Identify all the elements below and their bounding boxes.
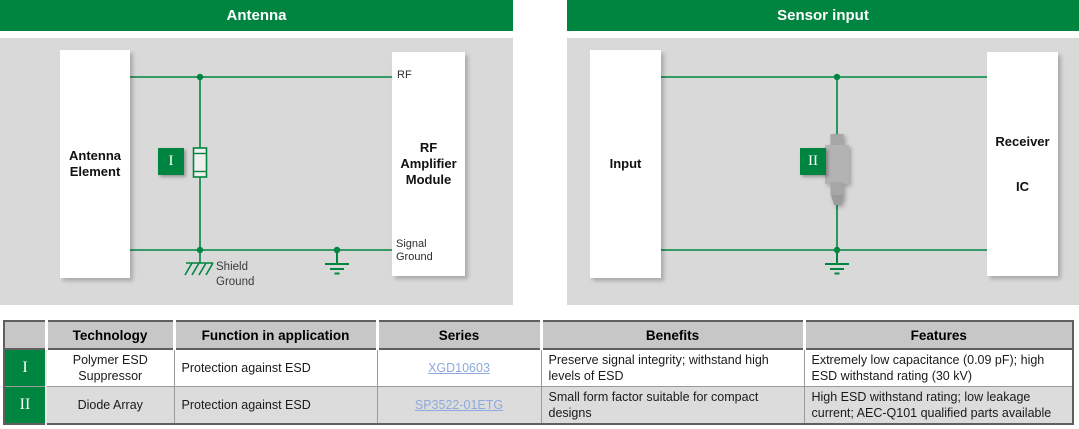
- antenna-element-block: [60, 50, 130, 278]
- polymer-esd-suppressor-symbol: [194, 148, 207, 177]
- input-label: Input: [609, 155, 642, 171]
- row1-technology: Polymer ESD Suppressor: [46, 349, 174, 387]
- diode-array-package: [825, 134, 849, 205]
- junction-dot: [834, 74, 840, 80]
- rf-amplifier-module-label: RF Amplifier Module: [400, 139, 457, 188]
- marker-I-text: I: [168, 153, 174, 169]
- rf-pin-label: RF: [397, 69, 412, 81]
- ground-icon: [825, 250, 849, 274]
- signal-ground-icon: [325, 250, 349, 274]
- sensor-diagram-panel: [567, 38, 1079, 305]
- signal-ground-pin-label: Signal Ground: [396, 238, 433, 263]
- header-benefits: Benefits: [541, 321, 804, 349]
- rf-amplifier-module-block: [392, 52, 465, 276]
- header-features: Features: [804, 321, 1073, 349]
- row2-marker: II: [4, 387, 46, 425]
- row2-technology: Diode Array: [46, 387, 174, 425]
- header-series: Series: [377, 321, 541, 349]
- row1-marker: I: [4, 349, 46, 387]
- receiver-ic-block: [987, 52, 1058, 276]
- table-row: [4, 387, 1073, 425]
- antenna-diagram-panel: [0, 38, 513, 305]
- ic-label: IC: [1016, 179, 1029, 194]
- table-row: [4, 349, 1073, 387]
- shield-ground-icon: [185, 250, 213, 275]
- row2-benefits: Small form factor suitable for compact designs: [541, 387, 804, 425]
- shield-ground-label: Shield Ground: [216, 261, 255, 288]
- marker-I-badge: [158, 148, 184, 175]
- row1-function: Protection against ESD: [174, 349, 377, 387]
- row1-features: Extremely low capacitance (0.09 pF); high ESD withstand rating (30 kV): [804, 349, 1073, 387]
- series-link-sp3522-01etg[interactable]: SP3522-01ETG: [414, 398, 504, 412]
- series-link-xgd10603[interactable]: XGD10603: [428, 361, 490, 375]
- table-header-row: [4, 321, 1073, 349]
- row2-series: [377, 387, 541, 425]
- sensor-panel-title: Sensor input: [777, 7, 869, 24]
- antenna-panel-title: Antenna: [226, 7, 287, 24]
- sensor-panel-header: [567, 0, 1079, 31]
- marker-II-badge: [800, 148, 826, 175]
- row2-function: Protection against ESD: [174, 387, 377, 425]
- antenna-element-label: Antenna Element: [69, 147, 121, 179]
- header-marker: [4, 321, 46, 349]
- input-block: [590, 50, 661, 278]
- row1-series: [377, 349, 541, 387]
- antenna-panel-header: [0, 0, 513, 31]
- marker-II-text: II: [808, 153, 818, 169]
- receiver-label: Receiver: [995, 134, 1050, 149]
- header-function: Function in application: [174, 321, 377, 349]
- row1-benefits: Preserve signal integrity; withstand high levels of ESD: [541, 349, 804, 387]
- device-spec-table: [3, 320, 1074, 425]
- junction-dot: [197, 74, 203, 80]
- row2-features: High ESD withstand rating; low leakage current; AEC-Q101 qualified parts available: [804, 387, 1073, 425]
- header-technology: Technology: [46, 321, 174, 349]
